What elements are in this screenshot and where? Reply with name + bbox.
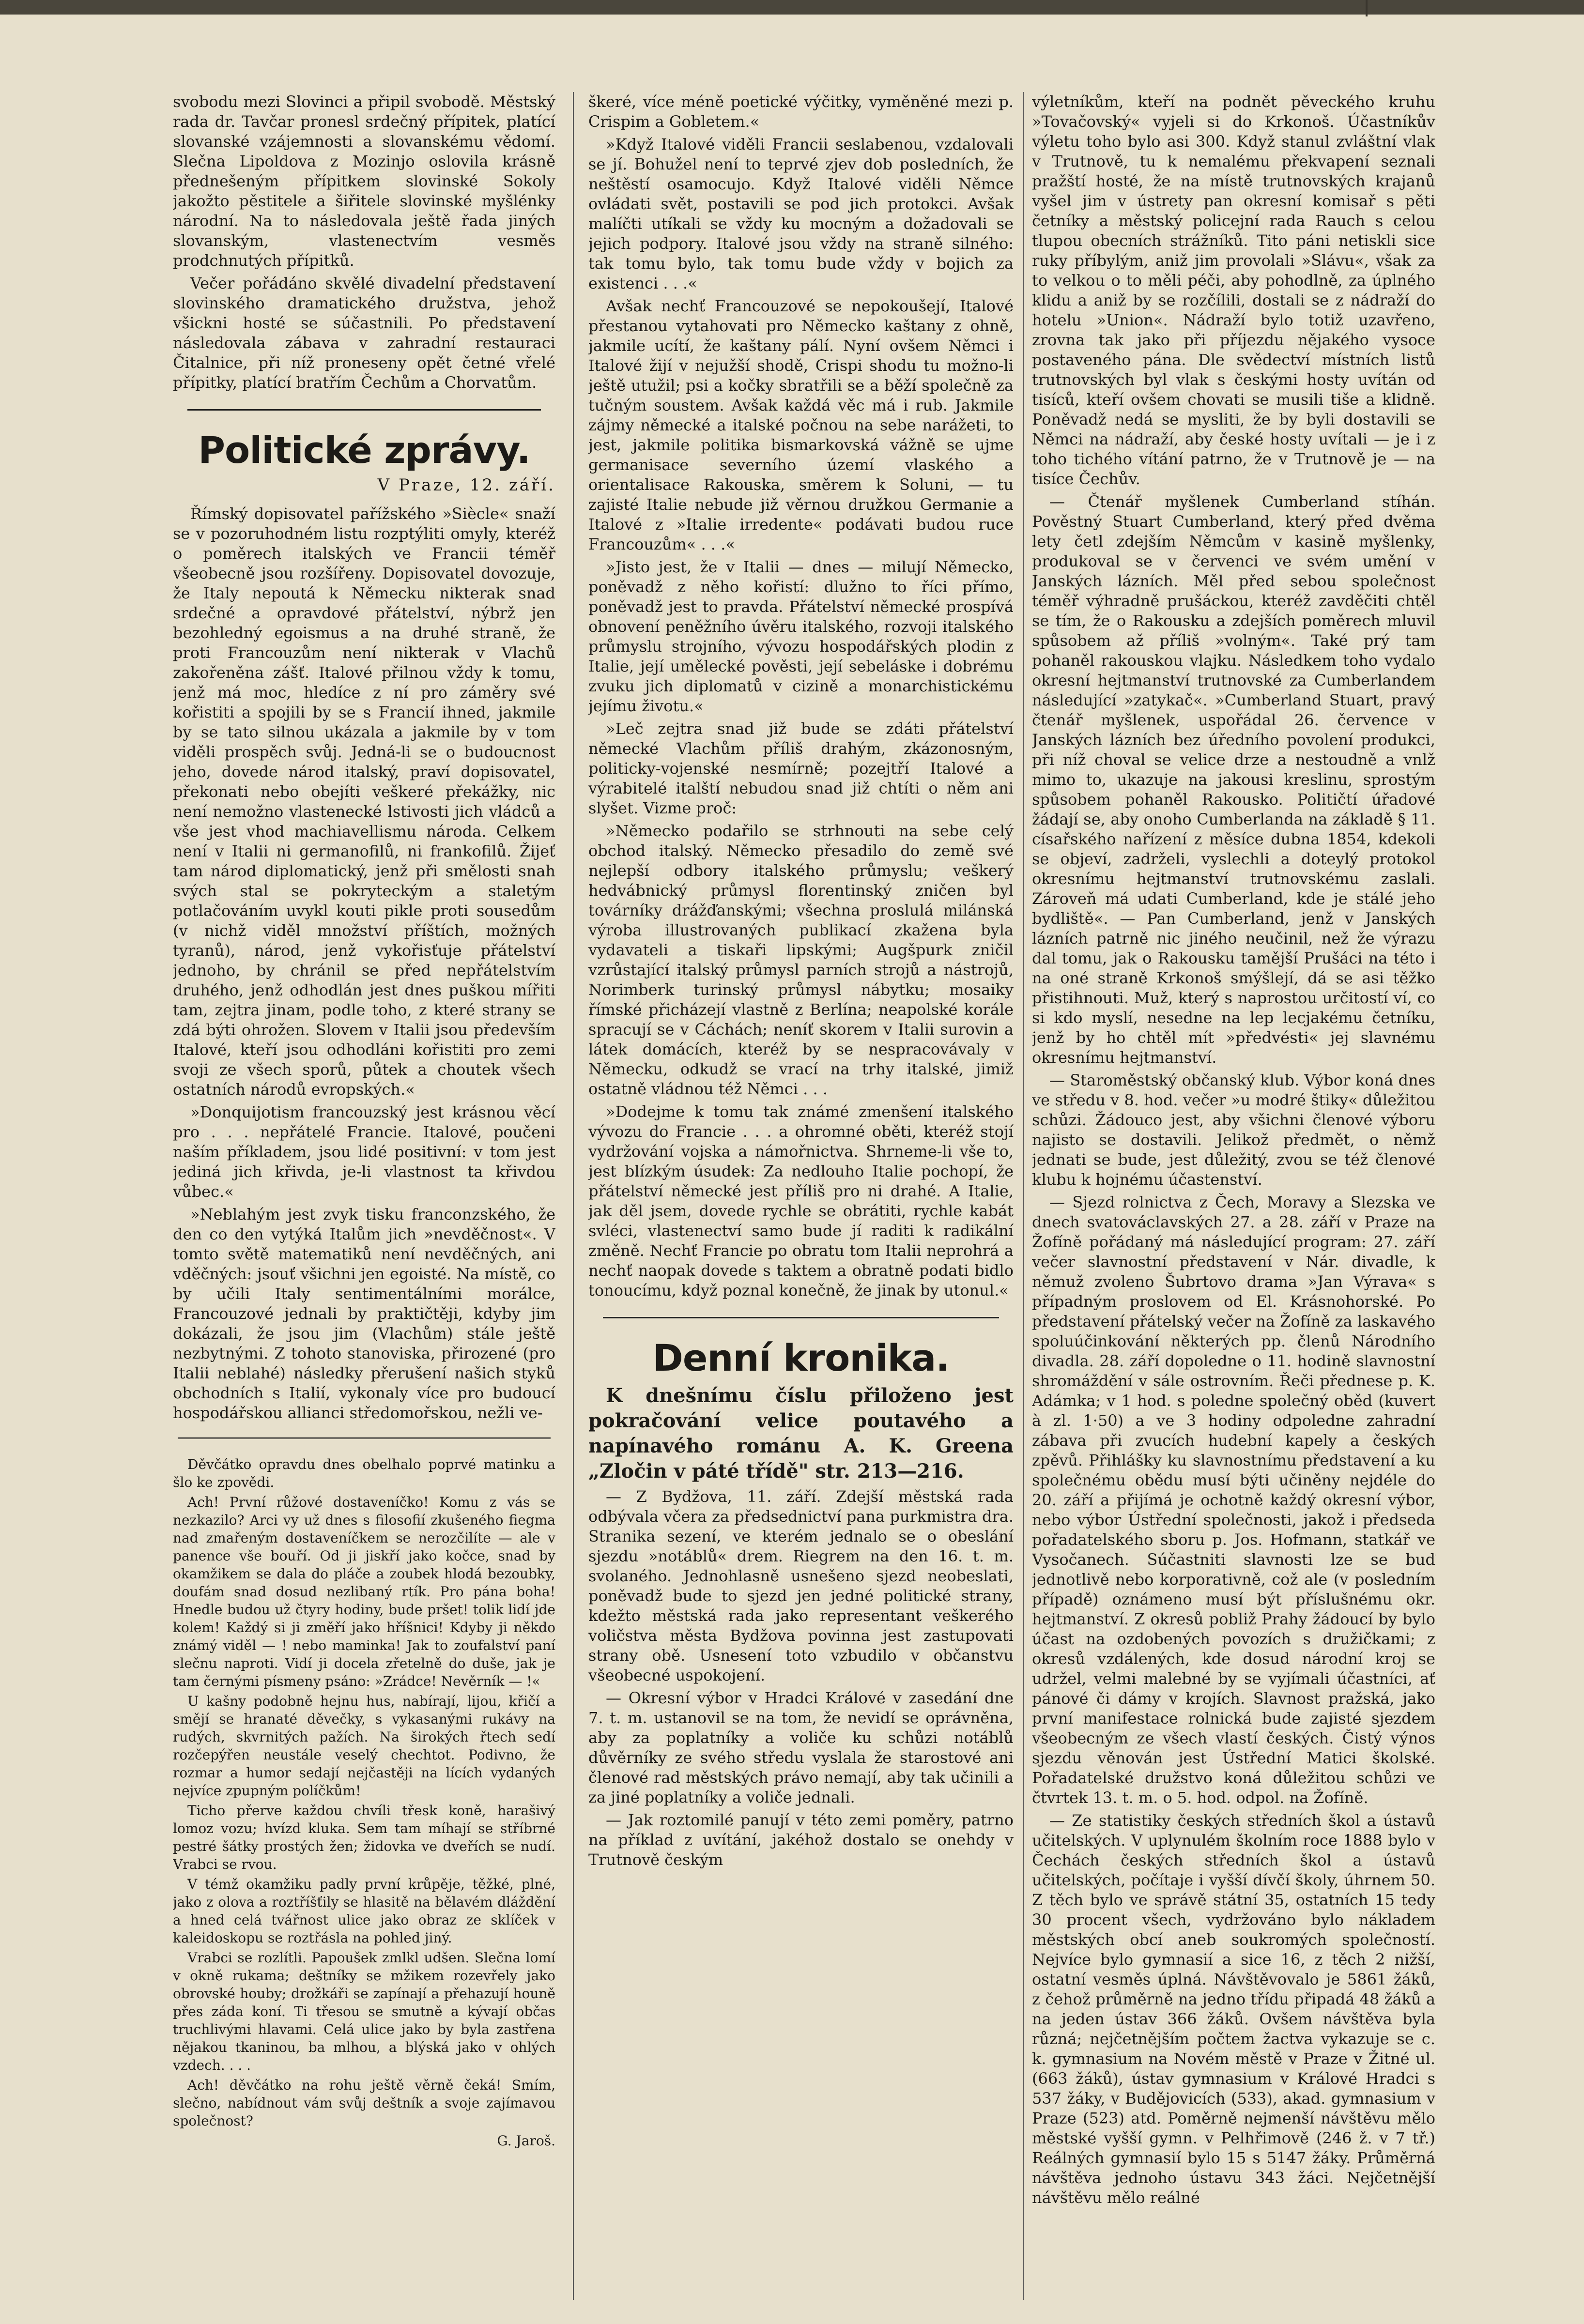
section-divider bbox=[187, 409, 541, 411]
edge-mark bbox=[1366, 0, 1368, 16]
page-top-shadow bbox=[0, 0, 1584, 15]
column-2 bbox=[588, 92, 1014, 2300]
paragraph: Večer pořádáno skvělé divadelní představení slovinského dramatického družstva, jehož všickni hosté se súčastnili. Po představení následovala zábava v zahradní restauraci Čitalnice, při níž proneseny opět četné vřelé přípitky, platící bratřím Čechům a Chorvatům. bbox=[173, 274, 555, 392]
section-heading: Politické zprávy. bbox=[198, 428, 530, 472]
feuilleton-divider bbox=[178, 1437, 551, 1441]
paragraph: »Když Italové viděli Francii seslabenou, vzdalovali se jí. Bohužel není to teprvé zjev dob posledních, že neštěstí osamocujo. Když Italové viděli Němce ovládati svět, postavili se pod jich protokci. Avšak malíčti utíkali se vždy ku mocným a dožadovali se jejich podpory. Italové jsou vždy na straně silného: tak tomu bylo, tak tomu bude vždy v bojich za existenci . . .« bbox=[588, 135, 1014, 292]
column-rule bbox=[1023, 92, 1024, 2300]
author-signature: G. Jaroš. bbox=[497, 2133, 555, 2149]
section-divider bbox=[603, 1317, 999, 1318]
paragraph: svobodu mezi Slovinci a připil svobodě. Městský rada dr. Tavčar pronesl srdečný přípitek, platící slovanské vzájemnosti a slovanskému vědomí. Slečna Lipoldova z Mozinjo oslovila krásně přednešeným přípitkem slovinské Sokoly jakožto pěstitele a šiřitele slovinské myšlénky národní. Na to následovala ještě řada jiných slovanským, vlastenectvím vesměs prodchnutých přípitků. bbox=[173, 92, 555, 270]
paragraph: Avšak nechť Francouzové se nepokoušejí, Italové přestanou vytahovati pro Německo kaštany z ohně, jakmile ucítí, že kaštany pálí. Nyní ovšem Němci i Italové žijí v nejužší shodě, Crispi shodu tu možno-li ještě utužil; psi a kočky sbratřili se a běží společně za tučným soustem. Avšak každá věc má i rub. Jakmile zájmy německé a italské počnou na sebe narážeti, to jest, jakmile politika bismarkovská vážně se ujme germanisace severního území vlaského a orientalisace Rakouska, směrem k Soluni, — tu zajisté Italie nebude již věrnou družkou Germanie a Italové z »Italie irredente« podávati budou ruce Francouzům« . . .« bbox=[588, 297, 1014, 553]
column-rule bbox=[573, 92, 574, 2300]
paragraph: »Leč zejtra snad již bude se zdáti přátelství německé Vlachům příliš drahým, zkázonosným, politicky-vojenské nesmírně; pozejtří Italové a výrabitelé italští nebudou snad již chtíti o něm ani slyšet. Vizme proč: bbox=[588, 719, 1014, 817]
feuilleton bbox=[173, 1455, 555, 2150]
feuilleton-paragraph: Ach! děvčátko na rohu ještě věrně čeká! Smím, slečno, nabídnout vám svůj deštník a svoje zajímavou společnost? bbox=[173, 2077, 555, 2129]
feuilleton-paragraph: U kašny podobně hejnu hus, nabírají, lijou, křičí a smějí se hranaté děvečky, s vykasanými rukávy na rudých, skvrnitých pažích. Na širokých řtech sedí rozčepýřen neustále veselý chechtot. Podivno, že rozmar a humor sedají nejčastěji na lících vydaných nejvíce zpupným políčkům! bbox=[173, 1693, 555, 1799]
section-heading: Denní kronika. bbox=[652, 1336, 950, 1379]
paragraph: výletníkům, kteří na podnět pěveckého kruhu »Tovačovský« vyjeli si do Krkonoš. Účastníkův výletu toho bylo asi 300. Když stanul zvláštní vlak v Trutnově, tu k nemalému překvapení seznali pražští hosté, že na místě trutnovských krajanů vyšel jim v ústrety pan okresní komisař s pěti četníky a městský policejní rada Rauch s celou tlupou obecních strážníků. Tito páni netiskli sice ruky příbylým, aniž jim provolali »Slávu«, však za to velkou o to měli péči, aby pohodlně, za úplného klidu a aniž by se rozčílili, dostali se z nádraží do hotelu »Union«. Nádraží bylo totiž uzavřeno, zrovna tak jako při příjezdu nějakého vysoce postaveného pána. Dle svědectví místních listů trutnovských byl vlak s českými hosty uvítán od tisíců, kteří ovšem chovati se musili tiše a klidně. Poněvadž nedá se mysliti, že by byli dostavili se Němci na nádraží, aby české hosty uvítali — je i z toho tichého vítání patrno, že v Trutnově je — na tisíce Čechův. bbox=[1032, 92, 1435, 488]
paragraph: — Jak roztomilé panují v této zemi poměry, patrno na příklad z uvítání, jakéhož dostalo se onehdy v Trutnově českým bbox=[588, 1811, 1014, 1869]
paragraph: — Okresní výbor v Hradci Králové v zasedání dne 7. t. m. ustanovil se na tom, že nevidí se oprávněna, aby za poplatníky a voliče ku schůzi notáblů důvěrníky ze svého středu vyslala že starostové ani členové rad městských právo nemají, aby tak učinili a za jiné poplatníky a voliče jednali. bbox=[588, 1689, 1014, 1806]
paragraph: »Donquijotism francouzský jest krásnou věcí pro . . . nepřátelé Francie. Italové, poučeni naším příkladem, jsou lidé positivní: v tom jest jediná jich křivda, je-li vlastnost ta křivdou vůbec.« bbox=[173, 1103, 555, 1201]
paragraph: — Staroměstský občanský klub. Výbor koná dnes ve středu v 8. hod. večer »u modré štiky« důležitou schůzi. Žádouco jest, aby všichni členové výboru najisto se dostavili. Jelikož předmět, o němž jednati se bude, jest důležitý, zvou se též členové klubu k hojnému účastenství. bbox=[1032, 1071, 1435, 1189]
feuilleton-paragraph: Ach! První růžové dostaveníčko! Komu z vás se nezkazilo? Arci vy už dnes s filosofií zkušeného fiegma nad zmařeným dostaveníčkem se nerozčilíte — ale v panence vše bouří. Od ji jiskří jako kočce, snad by okamžikem se dala do pláče a zoubek hlodá bezoubky, doufám snad dosud nezlibaný rtík. Pro pána boha! Hnedle budou už čtyry hodiny, bude pršet! tolik lidí jde kolem! Každý si ji změří jako hříšnici! Kdyby ji někdo známý viděl — ! nebo maminka! Jak to zoufalství paní slečnu naproti. Vidí ji docela zřetelně do duše, jak je tam černými písmeny psáno: »Zrádce! Nevěrník — !« bbox=[173, 1494, 555, 1689]
paragraph: »Neblahým jest zvyk tisku franconzského, že den co den vytýká Italům jich »nevděčnost«. V tomto světě matematiků není nevděčných, ani vděčných: jsouť všichni jen egoisté. Na místě, co by učili Italy sentimentálními morálce, Francouzové jednali by praktičtěji, kdyby jim dokázali, že jsou jim (Vlachům) stále ještě nezbytnými. Z tohoto stanoviska, přirozené (pro Italii neblahé) následky přerušení našich styků obchodních s Italií, vykonaly více pro budoucí hospodářskou allianci středomořskou, nežli ve- bbox=[173, 1205, 555, 1422]
paragraph: — Sjezd rolnictva z Čech, Moravy a Slezska ve dnech svatováclavských 27. a 28. září v Praze na Žofíně pořádaný má následující program: 27. září večer slavnostní představení v Nár. divadle, k němuž zvoleno Šubrtovo drama »Jan Výrava« s případným proslovem od El. Krásnohorské. Po představení přátelský večer na Žofíně za laskavého spoluúčinkování některých pp. členů Národního divadla. 28. září dopoledne o 11. hodině slavnostní shromáždění v sále ostrovním. Řeči přednese p. K. Adámka; v 1 hod. s poledne společný oběd (kuvert à zl. 1·50) a ve 3 hodiny odpoledne zahradní zábava při zvucích hudební kapely a českých zpěvů. Přihlášky ku slavnostnímu představení a ku společnému obědu musí býti učiněny nejdéle do 20. září a přijímá je ochotně každý okresní výbor, nebo výbor Ústřední společnosti, jakož i předseda pořadatelského sboru p. Jos. Hofmann, statkář ve Vysočanech. Súčastniti slavnosti lze se buď jednotlivě nebo korporativně, což ale (v posledním případě) oznámeno musí být příslušnému okr. hejtmanství. Z okresů pobliž Prahy žádoucí by bylo účast na ozdobených povozích s družičkami; z okresů vzdálených, kde dosud národní kroj se udržel, velmi malebné by se vyjímali účastníci, ať pánové či dámy v krojích. Slavnost pražská, jako první manifestace rolnická bude zajisté sjezdem všeobecným ze všech vlastí českých. Čistý výnos sjezdu věnován jest Ústřední Matici školské. Pořadatelské družstvo koná důležitou schůzi ve čtvrtek 13. t. m. o 5. hod. odpol. na Žofíně. bbox=[1032, 1193, 1435, 1807]
feuilleton-paragraph: V témž okamžiku padly první krůpěje, těžké, plné, jako z olova a roztříšťily se hlasitě na bělavém dláždění a hned celá tvářnost ulice jako obraz ze sklíček v kaleidoskopu se roztřásla na pohled jiný. bbox=[173, 1876, 555, 1946]
paragraph: — Z Bydžova, 11. září. Zdejší městská rada odbývala včera za předsednictví pana purkmistra dra. Stranika sezení, ve kterém jednalo se o obeslání sjezdu »notáblů« drem. Riegrem na den 16. t. m. svolaného. Jednohlasně usnešeno sjezd neobeslati, poněvadž bude to sjezd jen jedné politické strany, kdežto městská rada jako representant veškerého voličstva města Bydžova povinna jest zastupovati strany obě. Usnesení toto vzbudilo v občanstvu všeobecné uspokojení. bbox=[588, 1487, 1014, 1684]
feuilleton-paragraph: Ticho přerve každou chvíli třesk koně, harašivý lomoz vozu; hvízd kluka. Sem tam míhají se stříbrné pestré šátky prostých žen; židovka ve dveřích se nudí. Vrabci se rvou. bbox=[173, 1803, 555, 1872]
paragraph: — Čtenář myšlenek Cumberland stíhán. Pověstný Stuart Cumberland, který před dvěma lety četl zdejším Němcům v kasině myšlenky, produkoval se v červenci ve svém umění v Janských lázních. Měl před sebou společnost téměř výhradně prušáckou, kteréž zavděčiti chtěl se tím, že o Rakousku a zdejších poměrech mluvil spůsobem až příliš »volným«. Také prý tam pohaněl rakouskou vlajku. Následkem toho vydalo okresní hejtmanství trutnovské za Cumberlandem následující »zatykač«. »Cumberland Stuart, pravý čtenář myšlenek, uspořádal 26. července v Janských lázních bez úředního povolení produkci, při níž choval se velice drze a nestoudně a vnlž mimo to, ukazuje na jakousi kreslinu, sprostým spůsobem pohaněl Rakousko. Političtí úřadové žádají se, aby onoho Cumberlanda na základě § 11. císařského nařízení z měsíce dubna 1854, kdekoli se objeví, zadrželi, vyslechli a doteylý protokol okresnímu hejtmanství trutnovskému zaslali. Zároveň má udati Cumberland, kde je stálé jeho bydliště«. — Pan Cumberland, jenž v Janských lázních patrně nic jiného neučinil, než že výrazu dal tomu, jak o Rakousku tamější Prušáci na této i na oné straně Krkonoš smýšlejí, dá se asi těžko přistihnouti. Muž, který s naprostou určitostí ví, co si kdo myslí, nesedne na lep lecjakému četníku, jenž by ho chtěl mít »předvésti« jej slavnému okresnímu hejtmanství. bbox=[1032, 492, 1435, 1067]
dateline: V Praze, 12. září. bbox=[377, 475, 555, 495]
feuilleton-paragraph: Vrabci se rozlítli. Papoušek zmlkl udšen. Slečna lomí v okně rukama; deštníky se mžikem rozevřely jako obrovské houby; drožkáři se zapínají a přehazují houně přes záda koní. Ti třesou se smutně a kývají občas truchlivými hlavami. Celá ulice jako by byla zastřena nějakou tkaninou, ba mlhou, a blýská jako v ohlých vzdech. . . . bbox=[173, 1950, 555, 2073]
paragraph: »Jisto jest, že v Italii — dnes — milují Německo, poněvadž z něho kořistí: dlužno to říci přímo, poněvadž jest to pravda. Přátelství německé prospívá obnovení peněžního úvěru italského, rozvoji italského průmyslu strojního, vývozu hospodářských plodin z Italie, její umělecké pověsti, její sebeláske i dobrému zvuku jich diplomatů v cizině a monarchistickému jejímu životu.« bbox=[588, 558, 1014, 715]
column-3 bbox=[1032, 92, 1435, 2300]
column-1 bbox=[173, 92, 555, 2300]
paragraph: »Německo podařilo se strhnouti na sebe celý obchod italský. Německo přesadilo do země své nejlepší odbory italského průmyslu; veškerý hedvábnický průmysl florentinský zničen byl továrníky drážďanskými; všechna proslulá milánská výroba illustrovaných publikací zkažena byla vydavateli a tiskaři lipskými; Augšpurk zničil vzrůstající italský průmysl parních strojů a nástrojů, Norimberk turinský průmysl nábytku; mosaiky římské přicházejí vlastně z Berlína; neapolské korále spracují se v Cáchách; neníť skorem v Italii surovin a látek domácích, kteréž by se nespracovávaly v Německu, odkudž se vrací na trhy italské, jimiž ostatně vládnou též Němci . . . bbox=[588, 822, 1014, 1098]
paragraph: škeré, více méně poetické výčitky, vyměněné mezi p. Crispim a Gobletem.« bbox=[588, 92, 1014, 131]
paragraph: — Ze statistiky českých středních škol a ústavů učitelských. V uplynulém školním roce 1888 bylo v Čechách českých středních škol a ústavů učitelských, počítaje i vyšší dívčí školy, úhrnem 50. Z těch bylo ve správě státní 35, ostatních 15 tedy 30 procent všech, vydržováno bylo nákladem městských obcí aneb soukromých společností. Nejvíce bylo gymnasií a sice 16, z těch 2 nižší, ostatní vesměs úplná. Návštěvovalo je 5861 žáků, z čehož průměrně na jedno třídu připadá 48 žáků a na jeden ústav 366 žáků. Ovšem návštěva byla různá; nejčetnějším počtem žactva vykazuje se c. k. gymnasium na Novém městě v Praze v Žitné ul. (663 žáků), ústav gymnasium v Králové Hradci s 537 žáky, v Budějovicích (533), akad. gymnasium v Praze (523) atd. Poměrně nejmenší návštěvu mělo městské vyšší gymn. v Pelhřimově (246 ž. v 7 tř.) Reálných gymnasií bylo 15 s 5147 žáky. Průměrná návštěva jednoho ústavu 343 žáci. Nejčetnější návštěvu mělo reálné bbox=[1032, 1811, 1435, 2207]
feuilleton-paragraph: Děvčátko opravdu dnes obelhalo poprvé matinku a šlo ke zpovědi. bbox=[173, 1456, 555, 1490]
paragraph: »Dodejme k tomu tak známé zmenšení italského vývozu do Francie . . . a ohromné oběti, kteréž stojí vydržování vojska a námořnictva. Shrneme-li vše to, jest blízkým úsudek: Za nedlouho Italie pochopí, že přátelství německé jest příliš pro ni drahé. A Italie, jak děl jsem, dovede rychle se obrátiti, rychle kabát svléci, vlastenectví samo bude jí raditi k radikální změně. Nechť Francie po obratu tom Italii neprohrá a nechť naopak dovede s taktem a obratně podati bidlo tonoucímu, když poznal konečně, že jinak by utonul.« bbox=[588, 1102, 1014, 1300]
supplement-notice: K dnešnímu číslu přiloženo jest pokračování velice poutavého a napínavého románu A. K. Greena „Zločin v páté třídě" str. 213—216. bbox=[588, 1384, 1014, 1483]
paragraph: Římský dopisovatel pařížského »Siècle« snaží se v pozoruhodném listu rozptýliti omyly, kteréž o poměrech italských ve Francii téměř všeobecně jsou rozšířeny. Dopisovatel dovozuje, že Italy nepoutá k Německu nikterak snad srdečné a opravdové přátelství, nýbrž jen bezohledný egoismus a na druhé straně, že proti Francouzům není nikterak v Vlachů zakořeněna zášť. Italové přilnou vždy k tomu, jenž má moc, hledíce z ní pro záměry své kořistiti a spojili by se s Francií ihned, jakmile by se tato silnou ukázala a jakmile by v tom viděli prospěch svůj. Jedná-li se o budoucnost jeho, dovede národ italský, praví dopisovatel, překonati nebo obejíti veškeré překážky, nic není nemožno vlastenecké lstivosti jich vládců a vše jest vhod machiavellismu národa. Celkem není v Italii ni germanofilů, ni frankofilů. Žijeť tam národ diplomatický, jenž při smělosti snah svých stal se pokryteckým a staletým potlačováním uvykl kouti pikle proti sousedům (v nichž viděl množství příštích, možných tyranů), národ, jenž vykořisťuje přátelství jednoho, by chránil se před nepřátelstvím druhého, jenž odhodlán jest dnes puškou mířiti tam, zejtra jinam, podle toho, z které strany se zdá býti ohrožen. Slovem v Italii jsou především Italové, kteří jsou odhodláni kořistiti pro zemi svoji ze všech sporů, půtek a choutek všech ostatních národů evropských.« bbox=[173, 505, 555, 1099]
